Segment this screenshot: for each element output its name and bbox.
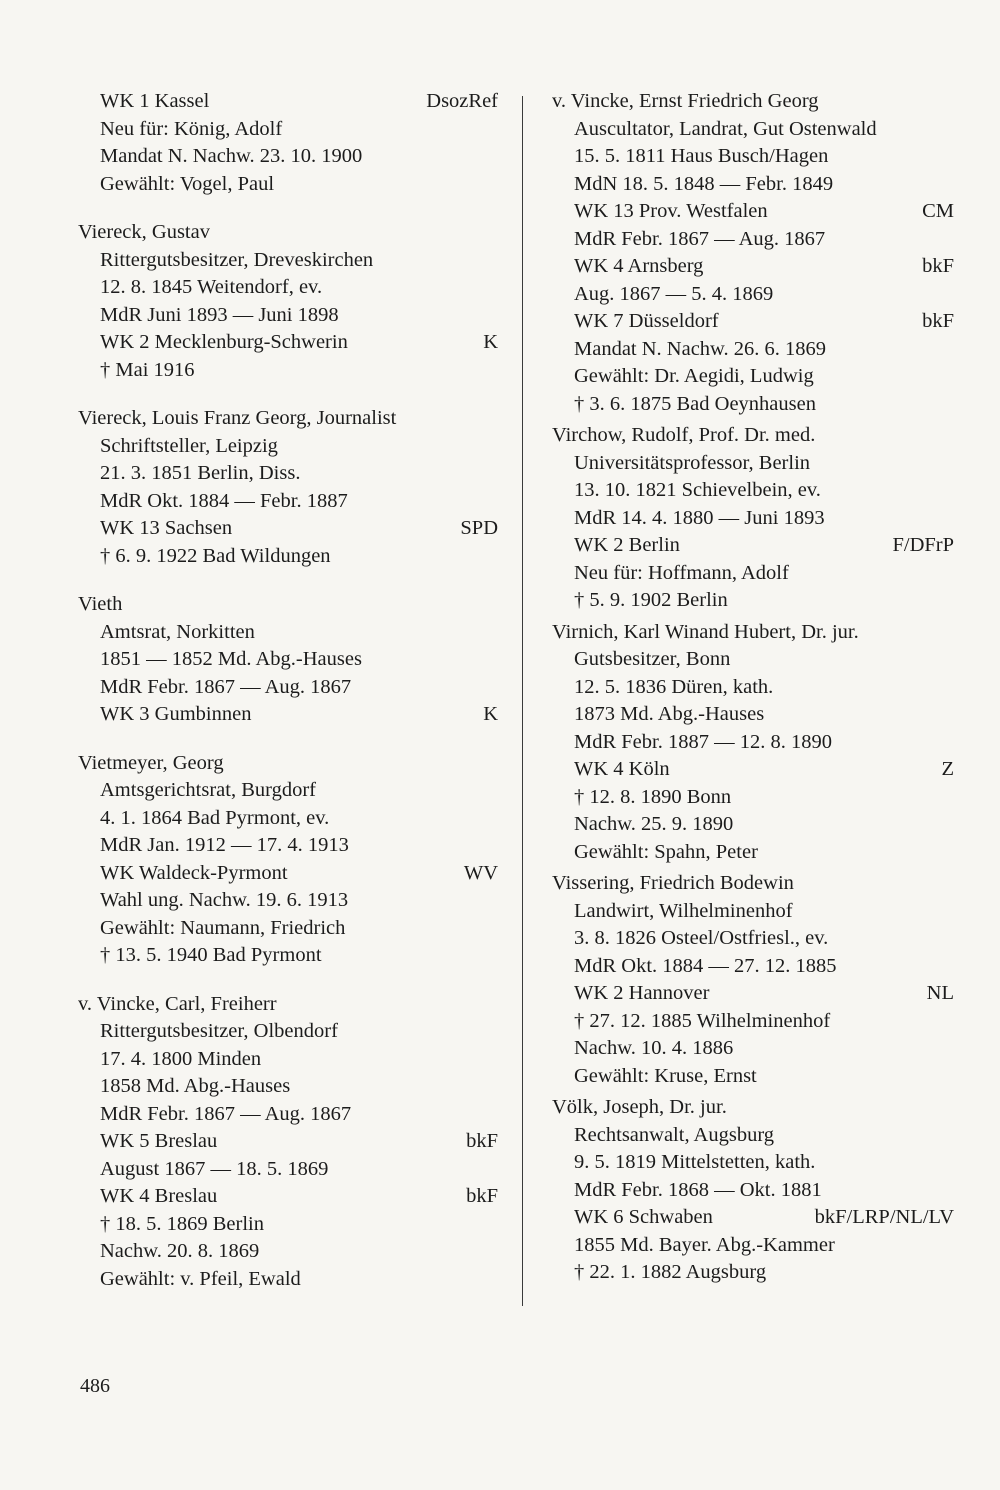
entry-line — [78, 1101, 498, 1129]
entry-gap — [78, 570, 498, 591]
entry-line-text: MdR 14. 4. 1880 — Juni 1893 — [574, 506, 825, 529]
entry-gap — [78, 198, 498, 219]
entry-line-text: WK 4 Breslau — [100, 1185, 218, 1207]
entry-line-text: Schriftsteller, Leipzig — [100, 434, 278, 457]
entry-line-text: WK 6 Schwaben — [574, 1206, 713, 1228]
entry-line-text: Nachw. 20. 8. 1869 — [100, 1240, 260, 1262]
entry-name-text: Vieth — [78, 593, 123, 615]
entry-line — [552, 1232, 954, 1260]
entry-line-text: Universitätsprofessor, Berlin — [574, 451, 811, 474]
entry-line — [552, 308, 954, 336]
entry-line — [78, 247, 498, 275]
party-abbreviation: bkF/LRP/NL/LV — [814, 1206, 954, 1228]
register-entry — [78, 750, 498, 970]
entry-line — [552, 450, 954, 478]
entry-name — [78, 405, 498, 433]
entry-line — [552, 811, 954, 839]
entry-line — [552, 1063, 954, 1091]
entry-line — [552, 1008, 954, 1036]
entry-line-text: Mandat N. Nachw. 23. 10. 1900 — [100, 145, 363, 167]
entry-line-text: † 18. 5. 1869 Berlin — [100, 1212, 264, 1235]
entry-line-text: 9. 5. 1819 Mittelstetten, kath. — [574, 1151, 816, 1173]
entry-line — [78, 1128, 498, 1156]
entry-line — [552, 143, 954, 171]
entry-line-text: WK 2 Mecklenburg-Schwerin — [100, 331, 348, 353]
entry-line-text: Gewählt: Vogel, Paul — [100, 172, 275, 195]
entry-gap — [78, 970, 498, 991]
entry-line — [552, 756, 954, 784]
entry-line — [78, 1073, 498, 1101]
register-entry — [552, 88, 954, 418]
entry-line — [78, 1266, 498, 1294]
column-divider — [522, 96, 523, 1306]
entry-line-text: Aug. 1867 — 5. 4. 1869 — [574, 282, 774, 305]
entry-line — [552, 1259, 954, 1287]
entry-line — [78, 274, 498, 302]
entry-line-text: MdR Jan. 1912 — 17. 4. 1913 — [100, 834, 349, 856]
register-entry — [78, 991, 498, 1294]
entry-line — [552, 784, 954, 812]
entry-line-text: 12. 8. 1845 Weitendorf, ev. — [100, 276, 323, 298]
entry-line — [552, 701, 954, 729]
register-entry — [552, 422, 954, 615]
entry-line — [552, 1122, 954, 1150]
entry-line-text: 1858 Md. Abg.-Hauses — [100, 1075, 291, 1097]
party-abbreviation: SPD — [460, 517, 498, 539]
entry-line — [552, 505, 954, 533]
entry-line — [78, 1238, 498, 1266]
entry-line-text: Amtsgerichtsrat, Burgdorf — [100, 779, 316, 801]
entry-line-text: MdR Febr. 1887 — 12. 8. 1890 — [574, 730, 832, 753]
entry-line — [78, 543, 498, 571]
entry-line-text: Auscultator, Landrat, Gut Ostenwald — [574, 117, 877, 140]
entry-line — [78, 674, 498, 702]
party-abbreviation: F/DFrP — [892, 534, 954, 556]
entry-line-text: MdR Febr. 1868 — Okt. 1881 — [574, 1178, 822, 1201]
entry-line — [78, 1211, 498, 1239]
entry-line — [78, 116, 498, 144]
entry-line — [552, 1035, 954, 1063]
entry-line — [552, 1149, 954, 1177]
entry-line-text: WK 5 Breslau — [100, 1130, 218, 1152]
entry-line — [78, 887, 498, 915]
entry-line-text: † 22. 1. 1882 Augsburg — [574, 1261, 767, 1283]
entry-line — [552, 980, 954, 1008]
entry-line — [552, 226, 954, 254]
entry-line — [78, 88, 498, 116]
entry-line — [552, 1177, 954, 1205]
entry-line-text: 12. 5. 1836 Düren, kath. — [574, 675, 774, 698]
entry-name-text: Vissering, Friedrich Bodewin — [552, 872, 794, 894]
entry-line-text: WK 13 Sachsen — [100, 517, 233, 539]
entry-name — [78, 991, 498, 1019]
entry-line-text: Gutsbesitzer, Bonn — [574, 648, 731, 670]
entry-line-text: WK 1 Kassel — [100, 90, 210, 112]
entry-line — [78, 143, 498, 171]
entry-line — [552, 898, 954, 926]
entry-line — [78, 777, 498, 805]
entry-line-text: † 5. 9. 1902 Berlin — [574, 589, 728, 611]
entry-line-text: Neu für: König, Adolf — [100, 117, 283, 140]
entry-name — [552, 619, 954, 647]
entry-line — [78, 619, 498, 647]
entry-name-text: Viereck, Louis Franz Georg, Journalist — [78, 407, 397, 429]
entry-line — [552, 674, 954, 702]
entry-line — [552, 953, 954, 981]
entry-line — [552, 391, 954, 419]
entry-name — [552, 1094, 954, 1122]
entry-line-text: Nachw. 25. 9. 1890 — [574, 813, 734, 835]
entry-line — [78, 1156, 498, 1184]
entry-line — [552, 363, 954, 391]
entry-line — [552, 646, 954, 674]
entry-line — [552, 171, 954, 199]
entry-line-text: Gewählt: Naumann, Friedrich — [100, 916, 346, 939]
entry-line — [552, 198, 954, 226]
entry-line-text: Rittergutsbesitzer, Olbendorf — [100, 1020, 338, 1042]
entry-line — [552, 253, 954, 281]
entry-line — [552, 925, 954, 953]
entry-line — [78, 942, 498, 970]
register-entry — [552, 619, 954, 867]
entry-line-text: 3. 8. 1826 Osteel/Ostfriesl., ev. — [574, 927, 829, 949]
entry-line-text: † 27. 12. 1885 Wilhelminenhof — [574, 1009, 831, 1032]
entry-name — [552, 88, 954, 116]
register-entry — [78, 88, 498, 198]
entry-line — [552, 336, 954, 364]
entry-name-text: Virnich, Karl Winand Hubert, Dr. jur. — [552, 620, 859, 643]
entry-line — [552, 477, 954, 505]
party-abbreviation: WV — [463, 861, 498, 884]
entry-line — [78, 171, 498, 199]
entry-line-text: 17. 4. 1800 Minden — [100, 1047, 262, 1070]
entry-line-text: MdR Febr. 1867 — Aug. 1867 — [100, 675, 352, 698]
entry-line-text: Neu für: Hoffmann, Adolf — [574, 561, 789, 584]
entry-line — [78, 701, 498, 729]
entry-name-text: Völk, Joseph, Dr. jur. — [552, 1096, 727, 1118]
entry-name — [78, 219, 498, 247]
entry-name-text: v. Vincke, Carl, Freiherr — [78, 992, 277, 1015]
entry-line-text: 1855 Md. Bayer. Abg.-Kammer — [574, 1233, 835, 1256]
entry-name-text: v. Vincke, Ernst Friedrich Georg — [552, 90, 819, 112]
register-entry — [78, 219, 498, 384]
entry-line — [78, 1018, 498, 1046]
entry-line-text: Mandat N. Nachw. 26. 6. 1869 — [574, 337, 827, 360]
party-abbreviation: bkF — [466, 1185, 498, 1207]
entry-line-text: MdR Febr. 1867 — Aug. 1867 — [100, 1102, 352, 1125]
entry-line-text: Wahl ung. Nachw. 19. 6. 1913 — [100, 889, 349, 911]
entry-line — [552, 1204, 954, 1232]
entry-line-text: † 12. 8. 1890 Bonn — [574, 785, 732, 808]
party-abbreviation: K — [483, 703, 498, 725]
entry-line — [552, 532, 954, 560]
entry-line-text: MdN 18. 5. 1848 — Febr. 1849 — [574, 172, 834, 195]
entry-line — [552, 116, 954, 144]
entry-line-text: † 3. 6. 1875 Bad Oeynhausen — [574, 392, 816, 415]
entry-line — [78, 329, 498, 357]
entry-line — [78, 433, 498, 461]
left-column — [78, 88, 498, 1293]
entry-line-text: Rechtsanwalt, Augsburg — [574, 1123, 775, 1146]
entry-name — [78, 591, 498, 619]
entry-name-text: Vietmeyer, Georg — [78, 751, 224, 774]
party-abbreviation: DsozRef — [426, 90, 498, 112]
party-abbreviation: CM — [922, 200, 954, 222]
entry-line — [78, 646, 498, 674]
entry-line-text: WK Waldeck-Pyrmont — [100, 861, 288, 884]
entry-line — [78, 357, 498, 385]
entry-line-text: Landwirt, Wilhelminenhof — [574, 899, 793, 922]
entry-line-text: MdR Juni 1893 — Juni 1898 — [100, 303, 339, 326]
entry-line — [78, 515, 498, 543]
entry-line-text: Nachw. 10. 4. 1886 — [574, 1037, 734, 1059]
register-entry — [552, 1094, 954, 1287]
entry-line-text: Gewählt: Dr. Aegidi, Ludwig — [574, 365, 814, 387]
entry-line-text: 21. 3. 1851 Berlin, Diss. — [100, 462, 301, 484]
entry-line-text: † Mai 1916 — [100, 358, 195, 381]
page-number: 486 — [80, 1375, 110, 1397]
entry-line-text: WK 2 Berlin — [574, 534, 680, 556]
entry-line — [78, 915, 498, 943]
entry-line-text: MdR Okt. 1884 — Febr. 1887 — [100, 489, 348, 512]
entry-line-text: 13. 10. 1821 Schievelbein, ev. — [574, 479, 821, 501]
party-abbreviation: bkF — [922, 255, 954, 277]
entry-line-text: WK 4 Köln — [574, 758, 670, 780]
entry-line-text: 1873 Md. Abg.-Hauses — [574, 703, 765, 725]
entry-line-text: Gewählt: Kruse, Ernst — [574, 1064, 757, 1087]
entry-line-text: WK 13 Prov. Westfalen — [574, 200, 768, 222]
entry-line — [552, 560, 954, 588]
entry-line-text: Amtsrat, Norkitten — [100, 620, 255, 643]
entry-name-text: Virchow, Rudolf, Prof. Dr. med. — [552, 424, 816, 446]
entry-line — [78, 302, 498, 330]
entry-line-text: 4. 1. 1864 Bad Pyrmont, ev. — [100, 806, 330, 829]
entry-line-text: 1851 — 1852 Md. Abg.-Hauses — [100, 648, 362, 670]
party-abbreviation: NL — [926, 982, 954, 1004]
entry-line — [78, 488, 498, 516]
register-entry — [552, 870, 954, 1090]
party-abbreviation: bkF — [466, 1130, 498, 1152]
entry-line-text: WK 2 Hannover — [574, 982, 710, 1004]
entry-line-text: 15. 5. 1811 Haus Busch/Hagen — [574, 145, 829, 167]
entry-gap — [78, 729, 498, 750]
entry-line — [78, 805, 498, 833]
entry-line-text: MdR Febr. 1867 — Aug. 1867 — [574, 227, 826, 250]
entry-line — [552, 281, 954, 309]
entry-line-text: August 1867 — 18. 5. 1869 — [100, 1157, 329, 1180]
entry-line-text: MdR Okt. 1884 — 27. 12. 1885 — [574, 954, 837, 977]
entry-line-text: Rittergutsbesitzer, Dreveskirchen — [100, 248, 374, 271]
entry-line — [552, 839, 954, 867]
entry-name — [552, 422, 954, 450]
entry-line-text: WK 7 Düsseldorf — [574, 310, 719, 332]
entry-line — [78, 1183, 498, 1211]
entry-line-text: WK 4 Arnsberg — [574, 255, 704, 277]
entry-name-text: Viereck, Gustav — [78, 221, 210, 243]
entry-line — [78, 832, 498, 860]
register-entry — [78, 405, 498, 570]
entry-gap — [78, 384, 498, 405]
register-entry — [78, 591, 498, 729]
entry-line-text: Gewählt: v. Pfeil, Ewald — [100, 1267, 301, 1290]
entry-line — [552, 587, 954, 615]
entry-line — [78, 460, 498, 488]
entry-line-text: Gewählt: Spahn, Peter — [574, 840, 758, 863]
entry-line — [78, 860, 498, 888]
party-abbreviation: Z — [941, 758, 954, 780]
party-abbreviation: K — [483, 331, 498, 353]
entry-name — [78, 750, 498, 778]
party-abbreviation: bkF — [922, 310, 954, 332]
entry-name — [552, 870, 954, 898]
entry-line-text: WK 3 Gumbinnen — [100, 703, 252, 725]
entry-line-text: † 13. 5. 1940 Bad Pyrmont — [100, 944, 322, 966]
entry-line-text: † 6. 9. 1922 Bad Wildungen — [100, 544, 331, 567]
right-column — [552, 88, 954, 1287]
entry-line — [78, 1046, 498, 1074]
entry-line — [552, 729, 954, 757]
